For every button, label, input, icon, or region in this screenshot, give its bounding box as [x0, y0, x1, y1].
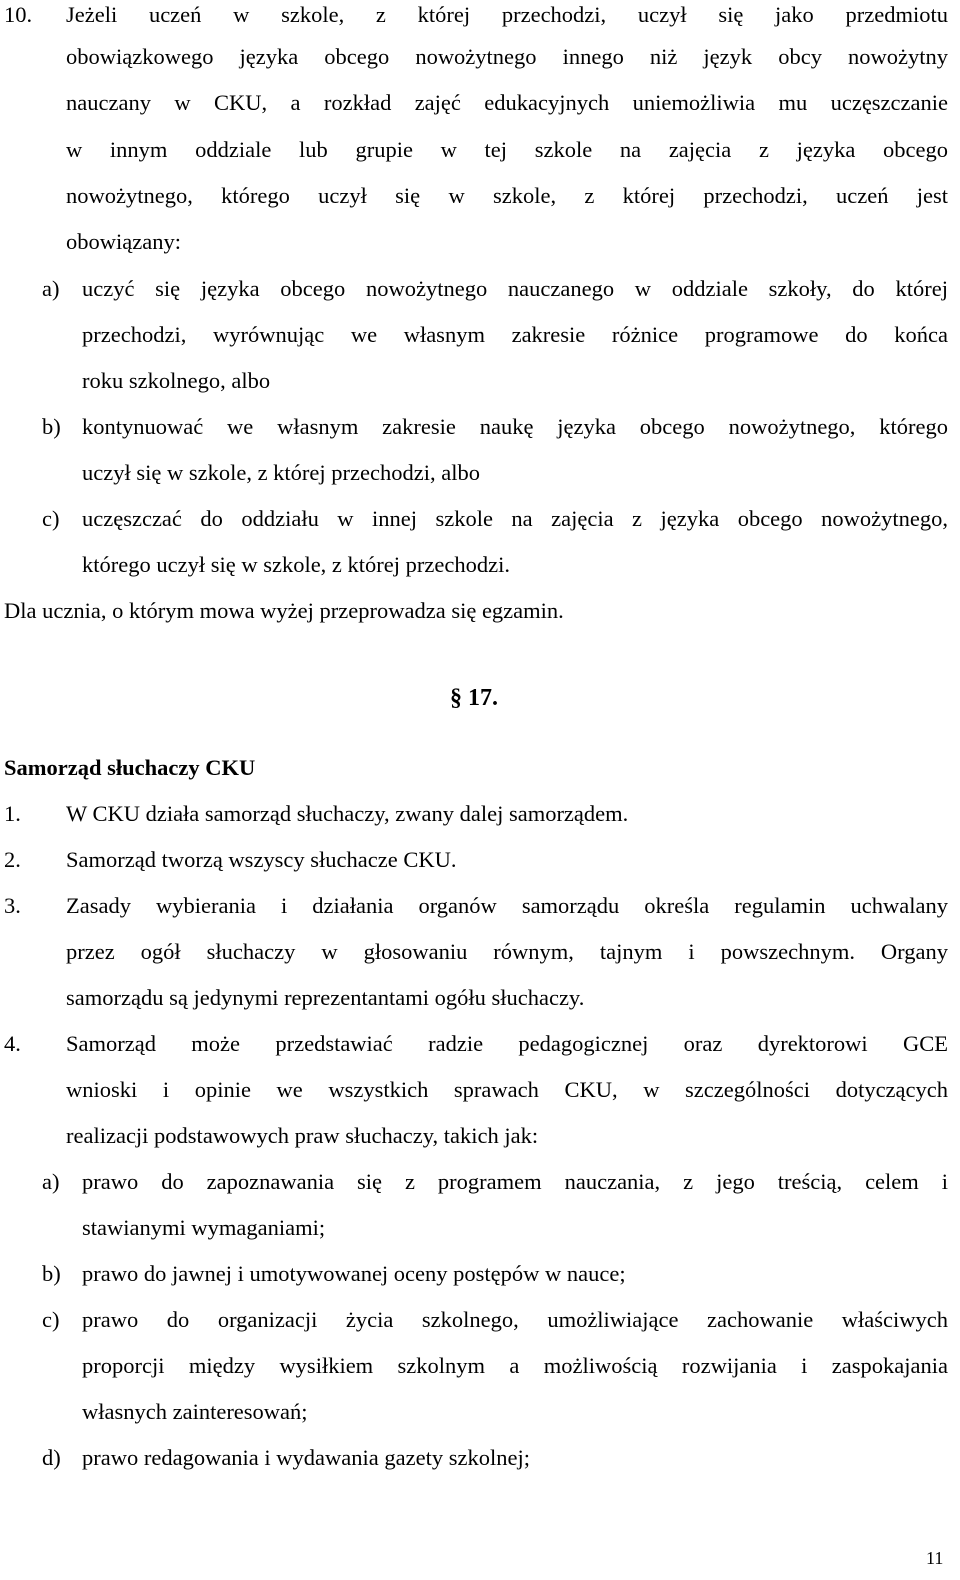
- point-1-line-1: W CKU działa samorząd słuchaczy, zwany dalej samorządem.: [66, 801, 629, 826]
- right-c-line-1: prawo do organizacji życia szkolnego, umożliwiające zachowanie właściwych: [82, 1307, 948, 1332]
- point-2-number: 2.: [4, 847, 21, 872]
- right-a-line-1: prawo do zapoznawania się z programem nauczania, z jego treścią, celem i: [82, 1169, 948, 1194]
- point-1-number: 1.: [4, 801, 21, 826]
- item-10-line-2: obowiązkowego języka obcego nowożytnego innego niż język obcy nowożytny: [66, 44, 948, 69]
- item-10-sub-b-letter: b): [42, 414, 61, 439]
- right-d-letter: d): [42, 1445, 61, 1470]
- item-10-line-6: obowiązany:: [66, 229, 181, 254]
- section-heading: Samorząd słuchaczy CKU: [4, 755, 256, 780]
- point-4-number: 4.: [4, 1031, 21, 1056]
- right-b-line-1: prawo do jawnej i umotywowanej oceny postępów w nauce;: [82, 1261, 626, 1286]
- item-10-sub-c-letter: c): [42, 506, 60, 531]
- item-10-sub-a-letter: a): [42, 276, 60, 301]
- point-2-line-1: Samorząd tworzą wszyscy słuchacze CKU.: [66, 847, 457, 872]
- right-a-letter: a): [42, 1169, 60, 1194]
- section-mark: § 17.: [450, 685, 498, 711]
- item-10-sub-b-line-2: uczył się w szkole, z której przechodzi, albo: [82, 460, 480, 485]
- item-10-number: 10.: [4, 2, 33, 27]
- item-10-sub-a-line-2: przechodzi, wyrównując we własnym zakresie różnice programowe do końca: [82, 322, 948, 347]
- page-number: 11: [926, 1548, 944, 1568]
- right-a-line-2: stawianymi wymaganiami;: [82, 1215, 326, 1240]
- right-b-letter: b): [42, 1261, 61, 1286]
- point-3-line-1: Zasady wybierania i działania organów samorządu określa regulamin uchwalany: [66, 893, 948, 918]
- point-4-line-1: Samorząd może przedstawiać radzie pedagogicznej oraz dyrektorowi GCE: [66, 1031, 948, 1056]
- right-c-line-2: proporcji między wysiłkiem szkolnym a możliwością rozwijania i zaspokajania: [82, 1353, 948, 1378]
- item-10-sub-a-line-1: uczyć się języka obcego nowożytnego nauczanego w oddziale szkoły, do której: [82, 276, 948, 301]
- item-10-closing: Dla ucznia, o którym mowa wyżej przeprowadza się egzamin.: [4, 598, 564, 623]
- item-10-sub-a-line-3: roku szkolnego, albo: [82, 368, 271, 393]
- point-3-number: 3.: [4, 893, 21, 918]
- point-3-line-2: przez ogół słuchaczy w głosowaniu równym, tajnym i powszechnym. Organy: [66, 939, 948, 964]
- item-10-sub-c-line-1: uczęszczać do oddziału w innej szkole na zajęcia z języka obcego nowożytnego,: [82, 506, 948, 531]
- item-10-line-5: nowożytnego, którego uczył się w szkole, z której przechodzi, uczeń jest: [66, 183, 948, 208]
- item-10-line-4: w innym oddziale lub grupie w tej szkole na zajęcia z języka obcego: [66, 137, 948, 162]
- right-c-line-3: własnych zainteresowań;: [82, 1399, 308, 1424]
- point-3-line-3: samorządu są jedynymi reprezentantami ogółu słuchaczy.: [66, 985, 585, 1010]
- right-c-letter: c): [42, 1307, 60, 1332]
- right-d-line-1: prawo redagowania i wydawania gazety szkolnej;: [82, 1445, 530, 1470]
- point-4-line-2: wnioski i opinie we wszystkich sprawach CKU, w szczególności dotyczących: [66, 1077, 948, 1102]
- item-10-line-3: nauczany w CKU, a rozkład zajęć edukacyjnych uniemożliwia mu uczęszczanie: [66, 90, 948, 115]
- point-4-line-3: realizacji podstawowych praw słuchaczy, takich jak:: [66, 1123, 539, 1148]
- item-10-line-1: Jeżeli uczeń w szkole, z której przechodzi, uczył się jako przedmiotu: [66, 2, 948, 27]
- item-10-sub-b-line-1: kontynuować we własnym zakresie naukę języka obcego nowożytnego, którego: [82, 414, 948, 439]
- item-10-sub-c-line-2: którego uczył się w szkole, z której przechodzi.: [82, 552, 510, 577]
